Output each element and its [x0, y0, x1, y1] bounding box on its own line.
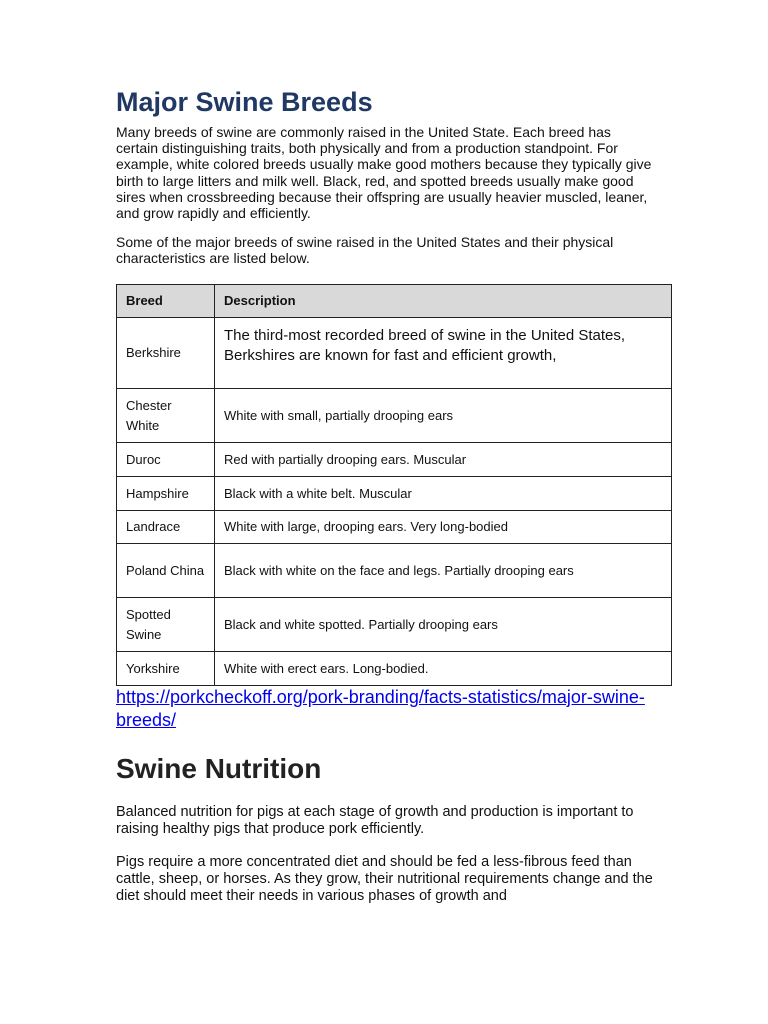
breed-cell: Berkshire	[117, 318, 215, 389]
description-cell: White with erect ears. Long-bodied.	[215, 652, 672, 686]
description-cell: The third-most recorded breed of swine in the United States, Berkshires are known for fast and efficient growth,	[215, 318, 672, 389]
column-header-description: Description	[215, 285, 672, 318]
table-header-row	[117, 285, 672, 318]
breed-cell: Duroc	[117, 443, 215, 477]
table-row	[117, 443, 672, 477]
lead-in-paragraph: Some of the major breeds of swine raised in the United States and their physical characteristics are listed below.	[116, 234, 614, 267]
breed-cell: Chester White	[117, 389, 215, 443]
table-row	[117, 318, 672, 389]
intro-paragraph: Many breeds of swine are commonly raised in the United State. Each breed has certain distinguishing traits, both physically and from a production standpoint. For example, white colored breeds usually make good mothers because they typically give birth to large litters and milk well. Black, red, and spotted breeds usually make good sires when crossbreeding because their offspring are usually heavier muscled, leaner, and grow rapidly and efficiently.	[116, 124, 652, 222]
description-cell: Red with partially drooping ears. Muscular	[215, 443, 672, 477]
nutrition-paragraph-2: Pigs require a more concentrated diet and should be fed a less-fibrous feed than cattle, sheep, or horses. As they grow, their nutritional requirements change and the diet should meet their needs in various phases of growth and	[116, 854, 653, 904]
breed-cell: Yorkshire	[117, 652, 215, 686]
table-row	[117, 598, 672, 652]
column-header-breed: Breed	[117, 285, 215, 318]
page-title: Major Swine Breeds	[116, 87, 373, 117]
table-row	[117, 389, 672, 443]
description-cell: Black with a white belt. Muscular	[215, 477, 672, 511]
description-cell: White with small, partially drooping ears	[215, 389, 672, 443]
table-row	[117, 544, 672, 598]
breed-cell: Poland China	[117, 544, 215, 598]
description-cell: Black with white on the face and legs. Partially drooping ears	[215, 544, 672, 598]
table-row	[117, 477, 672, 511]
description-cell: White with large, drooping ears. Very long-bodied	[215, 511, 672, 544]
source-link[interactable]: https://porkcheckoff.org/pork-branding/facts-statistics/major-swine-breeds/	[116, 687, 645, 730]
table-row	[117, 511, 672, 544]
section-heading-nutrition: Swine Nutrition	[116, 753, 322, 784]
nutrition-paragraph-1: Balanced nutrition for pigs at each stage of growth and production is important to raising healthy pigs that produce pork efficiently.	[116, 804, 634, 837]
description-cell: Black and white spotted. Partially drooping ears	[215, 598, 672, 652]
breed-cell: Hampshire	[117, 477, 215, 511]
table-row	[117, 652, 672, 686]
breed-cell: Landrace	[117, 511, 215, 544]
breeds-table	[116, 284, 672, 686]
breed-cell: Spotted Swine	[117, 598, 215, 652]
